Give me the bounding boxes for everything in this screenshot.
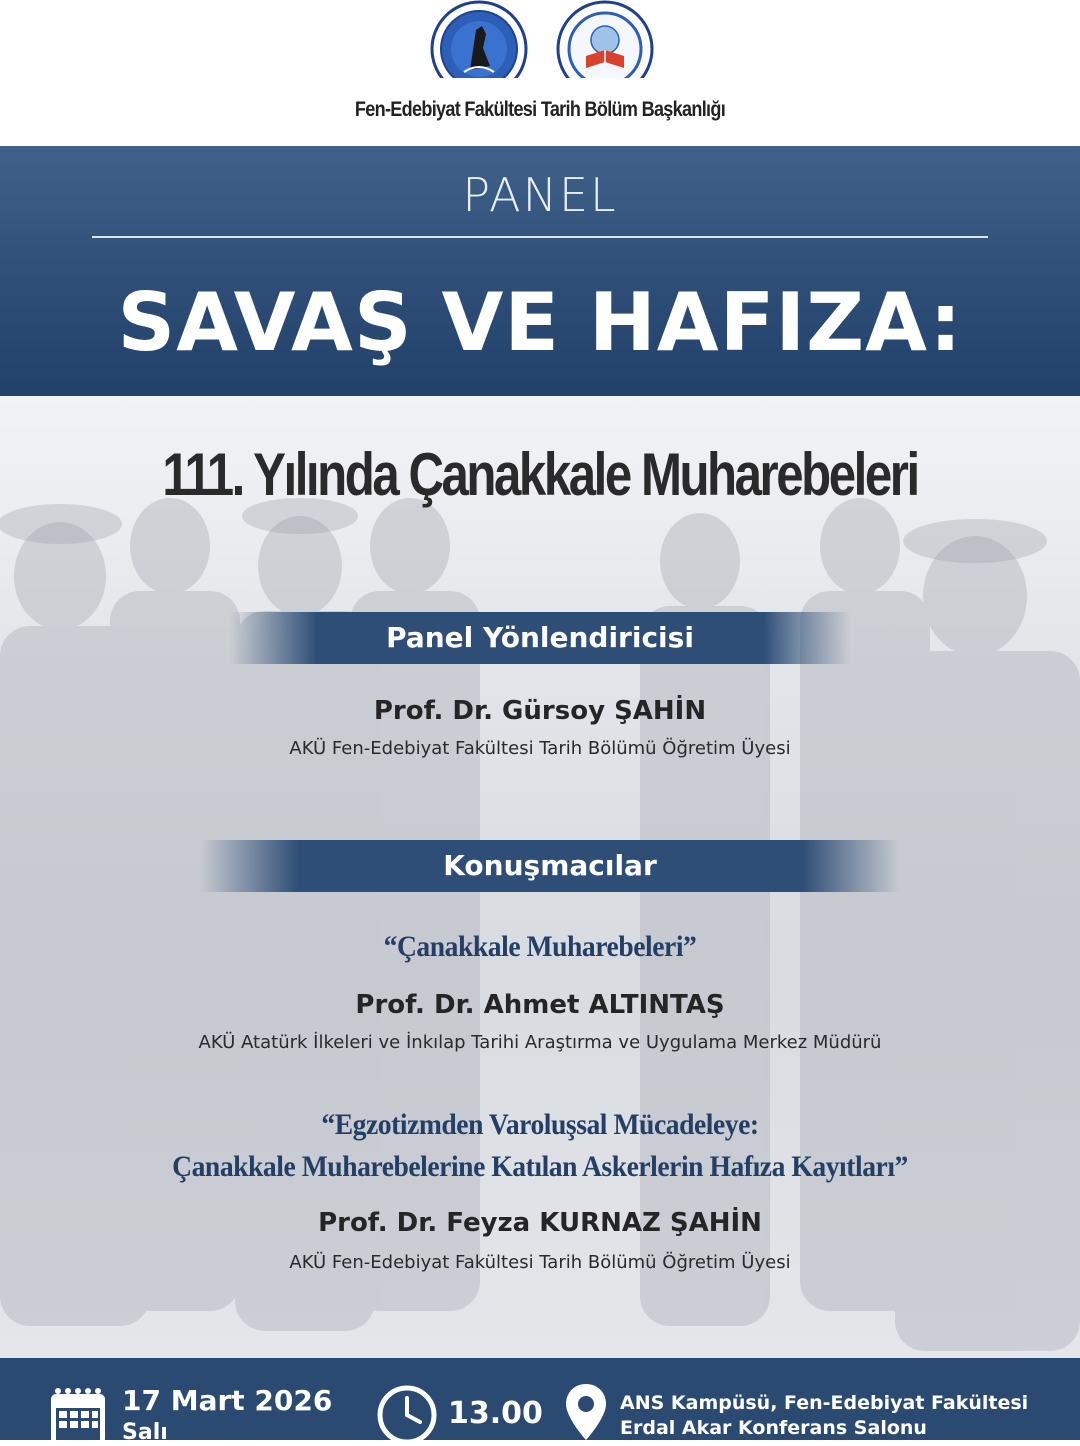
university-seal-icon bbox=[430, 0, 528, 78]
panel-label: PANEL bbox=[462, 168, 618, 222]
main-title: SAVAŞ VE HAFIZA: bbox=[117, 276, 963, 369]
event-location-line-1: ANS Kampüsü, Fen-Edebiyat Fakültesi bbox=[620, 1392, 1029, 1414]
event-info-bar bbox=[0, 1358, 1080, 1445]
moderator-role: AKÜ Fen-Edebiyat Fakültesi Tarih Bölümü Öğretim Üyesi bbox=[289, 738, 791, 759]
title-divider bbox=[92, 236, 988, 238]
faculty-seal-icon bbox=[556, 0, 654, 78]
location-pin-icon bbox=[562, 1382, 610, 1442]
speaker-2-role: AKÜ Fen-Edebiyat Fakültesi Tarih Bölümü Öğretim Üyesi bbox=[289, 1252, 791, 1273]
speaker-1-name: Prof. Dr. Ahmet ALTINTAŞ bbox=[355, 990, 725, 1020]
moderator-heading: Panel Yönlendiricisi bbox=[230, 612, 850, 664]
speakers-heading: Konuşmacılar bbox=[200, 840, 900, 892]
title-band bbox=[0, 146, 1080, 396]
speaker-2-talk-title-line-1: “Egzotizmden Varoluşsal Mücadeleye: bbox=[321, 1108, 759, 1141]
speaker-1-role: AKÜ Atatürk İlkeleri ve İnkılap Tarihi Araştırma ve Uygulama Merkez Müdürü bbox=[198, 1032, 882, 1053]
calendar-icon bbox=[48, 1386, 108, 1446]
clock-icon bbox=[376, 1384, 438, 1446]
event-date: 17 Mart 2026 bbox=[122, 1384, 333, 1417]
speaker-1-talk-title: “Çanakkale Muharebeleri” bbox=[383, 930, 697, 963]
department-name: Fen-Edebiyat Fakültesi Tarih Bölüm Başkanlığı bbox=[354, 98, 726, 121]
moderator-name: Prof. Dr. Gürsoy ŞAHİN bbox=[373, 696, 707, 726]
speaker-2-talk-title-line-2: Çanakkale Muharebelerine Katılan Askerlerin Hafıza Kayıtları” bbox=[172, 1150, 908, 1183]
poster-header bbox=[0, 0, 1080, 148]
event-day: Salı bbox=[122, 1420, 168, 1445]
event-subtitle: 111. Yılında Çanakkale Muharebeleri bbox=[162, 441, 918, 508]
speaker-2-name: Prof. Dr. Feyza KURNAZ ŞAHİN bbox=[318, 1208, 762, 1238]
program-area bbox=[0, 396, 1080, 1358]
event-time: 13.00 bbox=[448, 1396, 543, 1431]
event-location-line-2: Erdal Akar Konferans Salonu bbox=[620, 1417, 927, 1439]
